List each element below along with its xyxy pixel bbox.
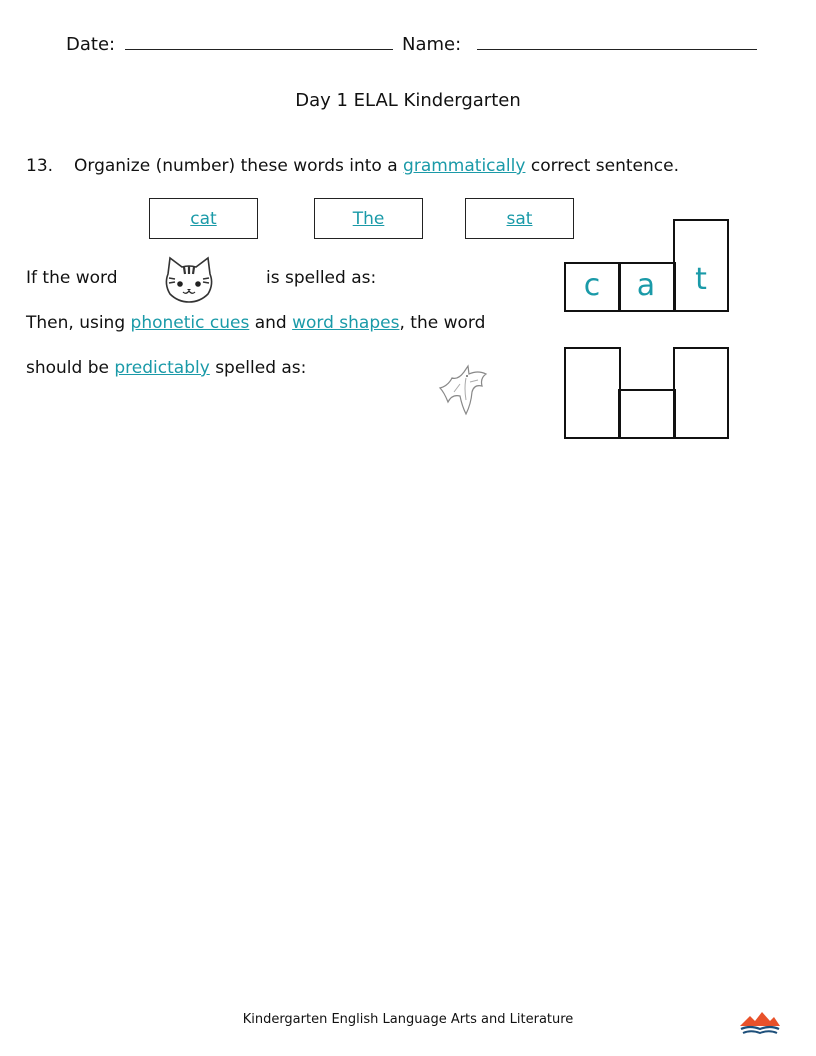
line2	[26, 313, 485, 333]
letter-a: a	[636, 268, 656, 303]
line1-suffix: is spelled as:	[266, 268, 377, 288]
page-title: Day 1 ELAL Kindergarten	[295, 90, 521, 111]
word-box-the-link[interactable]: The	[352, 208, 385, 229]
letter-c: c	[583, 268, 601, 303]
bat-icon	[438, 364, 490, 420]
word-box-cat-link[interactable]: cat	[190, 208, 217, 229]
cat-face-icon	[160, 254, 218, 306]
line3-suffix: spelled as:	[215, 358, 307, 378]
date-blank-line[interactable]	[125, 33, 393, 50]
word-box-the[interactable]	[314, 198, 423, 239]
footer-text: Kindergarten English Language Arts and Literature	[242, 1012, 574, 1027]
word-box-sat-link[interactable]: sat	[506, 208, 533, 229]
empty-shape-cell-2[interactable]	[618, 389, 676, 439]
question-text	[74, 156, 679, 176]
date-label: Date:	[66, 34, 116, 55]
line2-suffix: , the word	[399, 313, 486, 333]
word-box-cat[interactable]	[149, 198, 258, 239]
name-field	[402, 33, 757, 55]
line1-prefix: If the word	[26, 268, 118, 288]
line2-prefix: Then, using	[26, 313, 126, 333]
empty-shape-cell-3-tall[interactable]	[673, 347, 729, 439]
date-field	[66, 33, 393, 55]
letter-t: t	[695, 262, 707, 297]
grammatically-link[interactable]: grammatically	[403, 156, 526, 176]
word-shapes-link[interactable]: word shapes	[292, 313, 400, 333]
name-blank-line[interactable]	[477, 33, 757, 50]
predictably-link[interactable]: predictably	[114, 358, 210, 378]
question-suffix: correct sentence.	[530, 156, 679, 176]
question-number: 13.	[26, 156, 54, 176]
empty-shape-cell-1-tall[interactable]	[564, 347, 621, 439]
line3	[26, 358, 306, 378]
publisher-logo-icon	[738, 1010, 782, 1036]
word-box-sat[interactable]	[465, 198, 574, 239]
question-prefix: Organize (number) these words into a	[74, 156, 398, 176]
name-label: Name:	[402, 34, 462, 55]
line2-mid: and	[254, 313, 287, 333]
line3-prefix: should be	[26, 358, 109, 378]
phonetic-cues-link[interactable]: phonetic cues	[130, 313, 250, 333]
